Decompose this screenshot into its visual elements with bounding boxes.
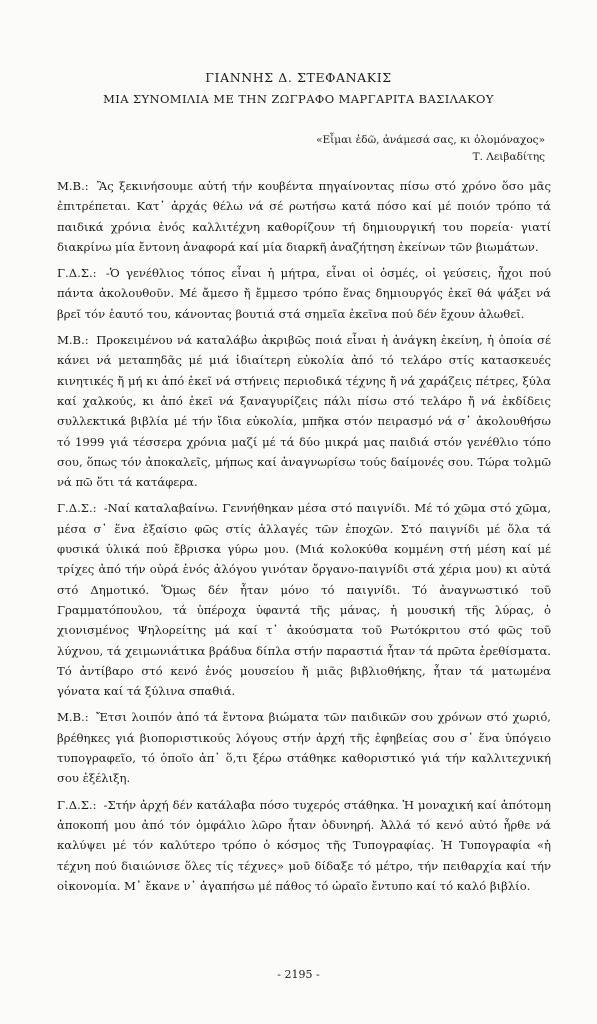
author-heading: ΓΙΑΝΝΗΣ Δ. ΣΤΕΦΑΝΑΚΙΣ	[205, 70, 392, 85]
paragraph-text: Ἂς ξεκινήσουμε αὐτή τήν κουβέντα πηγαίνοντας πίσω στό χρόνο ὅσο μᾶς ἐπιτρέπεται. Κατ᾽ ἀρχάς θέλω νά σέ ρωτήσω κατά πόσο καί μέ ποιόν τρόπο τά παιδικά χρόνια ἑνός καλλιτέχνη καθορίζουν τή δημιουργική του πορεία· γιατί διακρίνω μία ἔντονη ἀναφορά καί μία διαρκῆ ἀναζήτηση ἐκείνων τῶν βιωμάτων.	[57, 179, 551, 254]
speaker-label: Γ.Δ.Σ.:	[57, 797, 97, 812]
paragraph	[57, 330, 551, 492]
paragraph-text: Προκειμένου νά καταλάβω ἀκριβῶς ποιά εἶναι ἡ ἀνάγκη ἐκείνη, ἡ ὁποία σέ κάνει νά μεταπηδᾶς μέ μιά ἰδιαίτερη εὐκολία ἀπό τό τελάρο στίς κατασκευές κινητικές ἤ μή κι ἀπό ἐκεῖ νά στήνεις περιοδικά τέχνης ἤ νά χαράζεις πέτρες, ξύλα καί χαλκούς, κι ἀπό ἐκεῖ νά ξαναγυρίζεις πάλι πίσω στό τελάρο ἤ νά ἐκδίδεις συλλεκτικά βιβλία μέ τήν ἴδια εὐκολία, μπῆκα στόν πειρασμό νά σ᾽ ἀκολουθήσω τό 1999 γιά τέσσερα χρόνια μαζί μέ τά δύο μικρά μας παιδιά στόν γενέθλιο τόπο σου, ὅπως τόν ἀποκαλεῖς, μήπως καί ἀναγνωρίσω τούς δαίμονές σου. Τώρα τολμῶ νά πῶ ὅτι τά κατάφερα.	[57, 333, 551, 490]
paragraph-text: -Ναί καταλαβαίνω. Γεννήθηκαν μέσα στό παιγνίδι. Μέ τό χῶμα στό χῶμα, μέσα σ᾽ ἕνα ἐξαίσιο φῶς στίς ἀλλαγές τῶν ἐποχῶν. Στό παιγνίδι μέ ὅλα τά φυσικά ὑλικά πού ἔβρισκα γύρω μου. (Μιά κολοκύθα κομμένη στή μέση καί μέ τρίχες ἀπό τήν οὐρά ἑνός ἀλόγου γινόταν ὄργανο-παιγνίδι στά χέρια μου) κι αὐτά στό Δημοτικό. Ὅμως δέν ἦταν μόνο τό παιγνίδι. Τό ἀναγνωστικό τοῦ Γραμματόπουλου, τά ὑπέροχα ὑφαντά τῆς μάνας, ἡ μουσική τῆς λύρας, ὁ χιονισμένος Ψηλορείτης μά καί τ᾽ ἀκούσματα τοῦ Ρωτόκριτου στό φῶς τοῦ λύχνου, τά χειμωνιάτικα βράδυα δίπλα στήν παραστιά ἦταν τά πρῶτα ἐρεθίσματα. Τό ἀντίβαρο στό κενό ἑνός μουσείου ἤ μιᾶς βιβλιοθήκης, ἦταν τά ματωμένα γόνατα καί τά ξύλινα σπαθιά.	[57, 501, 552, 699]
speaker-label: Γ.Δ.Σ.:	[57, 266, 97, 281]
paragraph-text: -Στήν ἀρχή δέν κατάλαβα πόσο τυχερός στάθηκα. Ἡ μοναχική καί ἀπότομη ἀποκοπή μου ἀπό τόν ὀμφάλιο λῶρο ἦταν ὀδυνηρή. Ἀλλά τό κενό αὐτό ἦρθε νά καλύψει μέ τόν καλύτερο τρόπο ὁ κόσμος τῆς Τυπογραφίας. Ἡ Τυπογραφία «ἡ τέχνη πού διαιώνισε ὅλες τίς τέχνες» μοῦ δίδαξε τό μέτρο, τήν πειθαρχία καί τήν οἰκονομία. Μ᾽ ἔκανε ν᾽ ἀγαπήσω μέ πάθος τό ὡραῖο ἔντυπο καί τό καλό βιβλίο.	[57, 797, 552, 893]
epigraph-quote: «Εἶμαι ἐδῶ, ἀνάμεσά σας, κι ὁλομόναχος»	[316, 134, 545, 146]
paragraph	[57, 795, 551, 896]
page-number: - 2195 -	[277, 968, 320, 981]
paragraph	[57, 176, 551, 257]
speaker-label: Μ.Β.:	[57, 179, 89, 193]
paragraph	[57, 263, 551, 324]
interview-body	[57, 176, 551, 902]
paragraph	[57, 707, 551, 788]
paragraph	[57, 498, 551, 701]
paragraph-text: -Ὁ γενέθλιος τόπος εἶναι ἡ μήτρα, εἶναι οἱ ὀσμές, οἱ γεύσεις, ἦχοι πού πάντα ἀκολουθοῦν. Μέ ἄμεσο ἤ ἔμμεσο τρόπο ἕνας δημιουργός ἐκεῖ θά ψάξει νά βρεῖ τόν ἑαυτό του, κάνοντας βουτιά στά σημεῖα ἐκεῖνα πού δέν ἔχουν ἀλωθεῖ.	[57, 266, 551, 321]
paragraph-text: Ἔτσι λοιπόν ἀπό τά ἔντονα βιώματα τῶν παιδικῶν σου χρόνων στό χωριό, βρέθηκες γιά βιοποριστικούς λόγους στήν ἀρχή τῆς ἐφηβείας σου σ᾽ ἕνα ὑπόγειο τυπογραφεῖο, τό ὁποῖο ἀπ᾽ ὅ,τι ξέρω στάθηκε καθοριστικό γιά τήν καλλιτεχνική σου ἐξέλιξη.	[57, 710, 551, 786]
epigraph-source: Τ. Λειβαδίτης	[472, 151, 545, 163]
epigraph	[316, 132, 545, 166]
speaker-label: Μ.Β.:	[57, 333, 89, 348]
speaker-label: Γ.Δ.Σ.:	[57, 501, 97, 516]
speaker-label: Μ.Β.:	[57, 710, 89, 725]
article-title: ΜΙΑ ΣΥΝΟΜΙΛΙΑ ΜΕ ΤΗΝ ΖΩΓΡΑΦΟ ΜΑΡΓΑΡΙΤΑ ΒΑΣΙΛΑΚΟΥ	[103, 92, 494, 106]
